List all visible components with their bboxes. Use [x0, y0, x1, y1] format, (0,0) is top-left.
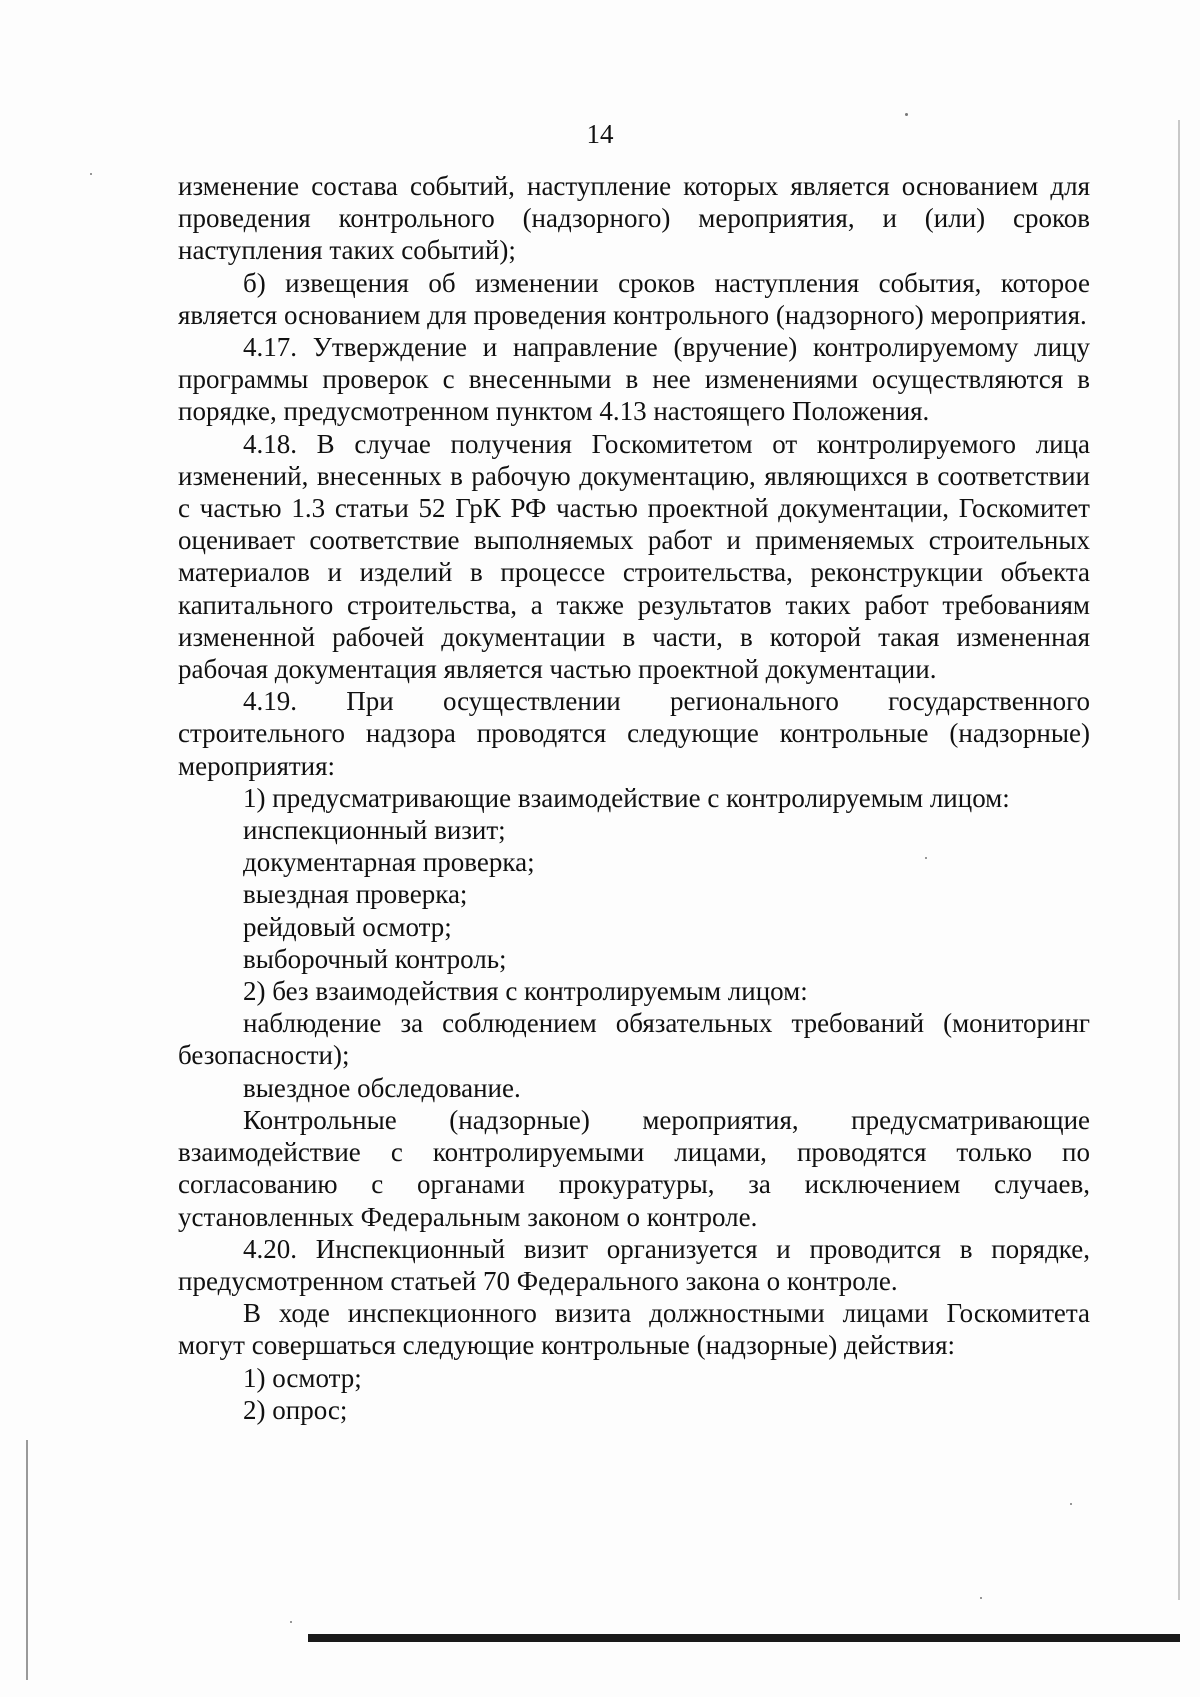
scan-speck	[290, 1621, 292, 1623]
list-item: инспекционный визит;	[243, 815, 506, 846]
list-item: выездное обследование.	[243, 1072, 521, 1103]
list-item: 2) без взаимодействия с контролируемым лицом:	[243, 976, 808, 1007]
paragraph: 4.19. При осуществлении регионального государственного строительного надзора проводятся следующие контрольные (надзорные) мероприятия:	[178, 686, 1090, 781]
list-item: наблюдение за соблюдением обязательных требований (мониторинг безопасности);	[178, 1008, 1090, 1071]
paragraph: Контрольные (надзорные) мероприятия, предусматривающие взаимодействие с контролируемыми лицами, проводятся только по согласованию с органами прокуратуры, за исключением случаев, установленных Федеральным законом о контроле.	[178, 1104, 1090, 1232]
scan-speck	[1070, 1503, 1072, 1505]
scan-speck	[905, 113, 908, 116]
document-body	[178, 170, 1090, 1426]
scan-bottom-bar	[308, 1634, 1180, 1642]
paragraph: б) извещения об изменении сроков наступления события, которое является основанием для проведения контрольного (надзорного) мероприятия.	[178, 267, 1090, 330]
list-item: 2) опрос;	[243, 1394, 348, 1425]
list-item: выездная проверка;	[243, 879, 468, 910]
paragraph: В ходе инспекционного визита должностными лицами Госкомитета могут совершаться следующие контрольные (надзорные) действия:	[178, 1298, 1090, 1361]
list-item: документарная проверка;	[243, 847, 535, 878]
list-item: 1) осмотр;	[243, 1362, 362, 1393]
list-item: рейдовый осмотр;	[243, 911, 452, 942]
scan-edge-line-left	[26, 1440, 28, 1680]
list-item: 1) предусматривающие взаимодействие с контролируемым лицом:	[243, 782, 1010, 813]
paragraph: 4.18. В случае получения Госкомитетом от контролируемого лица изменений, внесенных в рабочую документацию, являющихся в соответствии с частью 1.3 статьи 52 ГрК РФ частью проектной документации, Госкомитет оценивает соответствие выполняемых работ и применяемых строительных материалов и изделий в процессе строительства, реконструкции объекта капитального строительства, а также результатов таких работ требованиям измененной рабочей документации в части, в которой такая измененная рабочая документация является частью проектной документации.	[178, 428, 1090, 685]
paragraph: 4.20. Инспекционный визит организуется и проводится в порядке, предусмотренном статьей 70 Федерального закона о контроле.	[178, 1233, 1090, 1296]
page-number: 14	[586, 119, 614, 149]
paragraph: 4.17. Утверждение и направление (вручение) контролируемому лицу программы проверок с внесенными в нее изменениями осуществляются в порядке, предусмотренном пунктом 4.13 настоящего Положения.	[178, 332, 1090, 427]
paragraph: изменение состава событий, наступление которых является основанием для проведения контрольного (надзорного) мероприятия, и (или) сроков наступления таких событий);	[178, 171, 1090, 266]
list-item: выборочный контроль;	[243, 943, 507, 974]
scan-edge-line	[1178, 120, 1180, 1600]
scan-speck	[980, 1597, 982, 1599]
scan-speck	[90, 173, 92, 175]
